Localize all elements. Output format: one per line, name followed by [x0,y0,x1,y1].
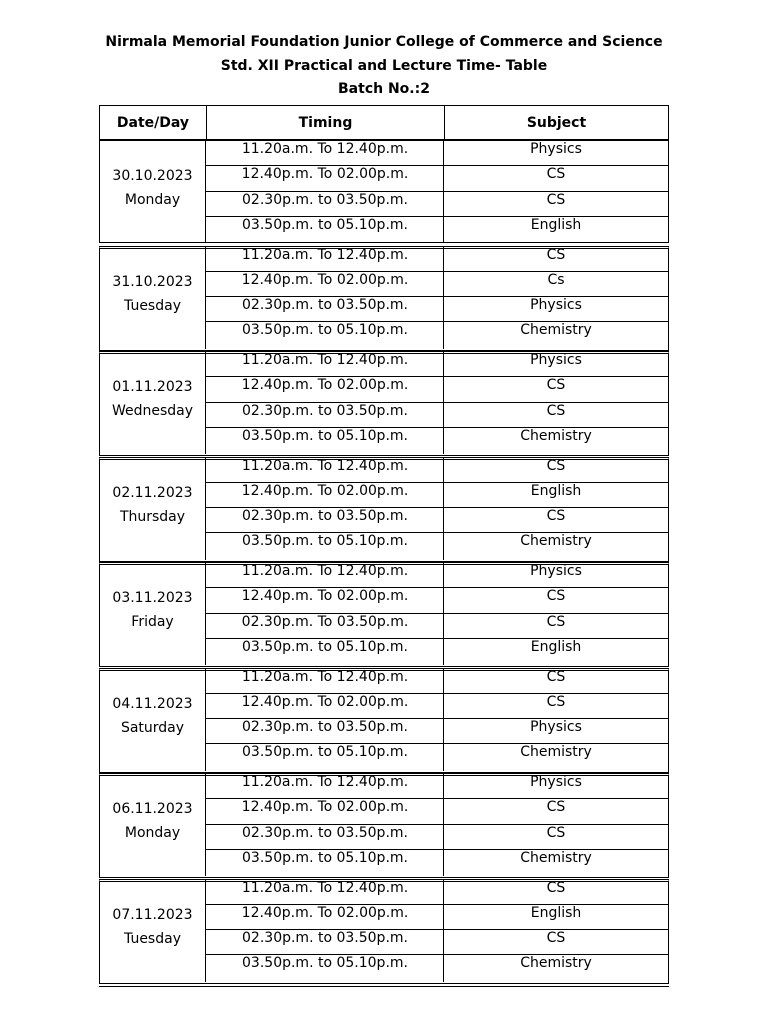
timing-cell: 12.40p.m. To 02.00p.m. [241,166,409,183]
subject-cell: CS [546,457,566,474]
date-day-cell [99,481,206,529]
table-row [206,904,669,929]
date-text: 01.11.2023 [112,379,193,395]
timing-cell: 11.20a.m. To 12.40p.m. [241,774,409,790]
subject-cell: CS [546,377,566,394]
subject-cell: English [530,216,582,233]
timing-cell: 12.40p.m. To 02.00p.m. [241,482,409,499]
timing-cell: 11.20a.m. To 12.40p.m. [241,352,409,368]
subject-cell: CS [546,166,566,183]
day-group [99,457,669,560]
subject-cell: Chemistry [520,322,592,339]
timing-cell: 11.20a.m. To 12.40p.m. [241,141,409,157]
date-day-cell [99,903,206,951]
date-text: 30.10.2023 [112,168,193,184]
timing-cell: 12.40p.m. To 02.00p.m. [241,693,409,710]
timing-cell: 12.40p.m. To 02.00p.m. [241,377,409,394]
subject-cell: CS [546,191,566,208]
table-row [206,216,669,241]
subject-cell: CS [546,930,566,947]
timing-cell: 02.30p.m. To 03.50p.m. [241,613,409,630]
subject-cell: CS [546,613,566,630]
timing-cell: 03.50p.m. to 05.10p.m. [242,744,408,761]
subject-cell: Physics [530,352,582,368]
day-text: Friday [131,614,174,630]
table-row [206,879,669,904]
day-text: Tuesday [124,297,181,314]
day-group [99,351,669,454]
table-row [206,296,669,321]
table-row [206,849,669,874]
subject-cell: CS [546,402,566,419]
subject-cell: CS [546,693,566,710]
table-row [206,376,669,401]
timing-cell: 12.40p.m. To 02.00p.m. [241,799,409,816]
table-row [206,271,669,296]
subject-cell: Physics [530,774,582,790]
table-row [206,824,669,849]
subject-cell: English [530,904,582,921]
timing-cell: 02.30p.m. to 03.50p.m. [242,191,408,208]
table-row [206,351,669,376]
timing-cell: 12.40p.m. To 02.00p.m. [241,904,409,921]
subject-cell: Physics [530,141,582,157]
date-day-cell [99,586,206,634]
timing-cell: 12.40p.m. To 02.00p.m. [241,271,409,288]
day-group [99,773,669,876]
subject-cell: CS [546,588,566,605]
institution-name: Nirmala Memorial Foundation Junior College of Commerce and Science [105,34,663,50]
table-row [206,165,669,190]
table-row [206,668,669,693]
table-row [206,613,669,638]
table-row [206,140,669,165]
table-row [206,321,669,346]
day-text: Monday [124,192,181,208]
table-row [206,693,669,718]
subject-cell: Physics [530,297,582,314]
date-text: 06.11.2023 [112,801,193,817]
subject-cell: Physics [530,719,582,736]
date-day-cell [99,692,206,740]
timing-cell: 11.20a.m. To 12.40p.m. [241,457,409,474]
table-header-row [99,105,669,140]
header-subject: Subject [526,115,587,131]
date-day-cell [99,375,206,423]
subject-cell: CS [546,824,566,841]
day-group [99,562,669,665]
date-text: 02.11.2023 [112,484,193,501]
day-text: Thursday [119,508,186,525]
subject-cell: Cs [547,271,565,288]
day-group [99,668,669,771]
timing-cell: 02.30p.m. to 03.50p.m. [242,824,408,841]
subject-cell: CS [546,668,566,685]
subject-cell: English [530,482,582,499]
subject-cell: Chemistry [520,849,592,866]
table-row [206,562,669,587]
timing-cell: 03.50p.m. to 05.10p.m. [242,533,408,550]
timetable-title: Std. XII Practical and Lecture Time- Table [220,58,548,74]
timing-cell: 02.30p.m. to 03.50p.m. [242,508,408,525]
timing-cell: 03.50p.m. to 05.10p.m. [242,216,408,233]
table-row [206,532,669,557]
subject-cell: Chemistry [520,955,592,972]
date-text: 07.11.2023 [112,906,193,923]
timing-cell: 11.20a.m. To 12.40p.m. [241,879,409,896]
subject-cell: Chemistry [520,427,592,444]
timing-cell: 11.20a.m. To 12.40p.m. [241,246,409,263]
timing-cell: 02.30p.m. to 03.50p.m. [242,930,408,947]
date-text: 03.11.2023 [112,590,193,606]
timing-cell: 02.30p.m. to 03.50p.m. [242,719,408,736]
table-row [206,638,669,663]
subject-cell: Chemistry [520,533,592,550]
day-text: Tuesday [124,930,181,947]
day-group [99,879,669,982]
batch-number: Batch No.:2 [338,81,430,97]
header-date-day: Date/Day [116,115,190,131]
date-day-cell [99,270,206,318]
subject-cell: CS [546,246,566,263]
subject-cell: CS [546,799,566,816]
table-row [206,246,669,271]
subject-cell: Chemistry [520,744,592,761]
day-text: Monday [124,825,181,841]
timing-cell: 12.40p.m. To 02.00p.m. [241,588,409,605]
timing-cell: 03.50p.m. to 05.10p.m. [242,322,408,339]
table-row [206,743,669,768]
date-text: 31.10.2023 [112,273,193,290]
subject-cell: Physics [530,563,582,579]
table-row [206,507,669,532]
timing-cell: 03.50p.m. to 05.10p.m. [242,638,408,655]
day-text: Wednesday [111,403,194,419]
table-row [206,929,669,954]
date-text: 04.11.2023 [112,695,193,712]
subject-cell: CS [546,508,566,525]
table-bottom-rule [99,986,669,987]
date-day-cell [99,164,206,212]
table-row [206,587,669,612]
timing-cell: 11.20a.m. To 12.40p.m. [241,563,409,579]
subject-cell: English [530,638,582,655]
table-row [206,954,669,979]
timing-cell: 03.50p.m. to 05.10p.m. [242,427,408,444]
table-row [206,482,669,507]
date-day-cell [99,797,206,845]
table-row [206,191,669,216]
table-row [206,457,669,482]
table-row [206,773,669,798]
day-text: Saturday [120,719,185,736]
table-row [206,402,669,427]
header-timing: Timing [298,115,353,131]
timing-cell: 02.30p.m. to 03.50p.m. [242,297,408,314]
table-row [206,798,669,823]
day-group [99,246,669,349]
timing-cell: 03.50p.m. to 05.10p.m. [242,849,408,866]
table-row [206,718,669,743]
subject-cell: CS [546,879,566,896]
timing-cell: 02.30p.m. to 03.50p.m. [242,402,408,419]
timing-cell: 03.50p.m. to 05.10p.m. [242,955,408,972]
table-row [206,427,669,452]
day-group [99,140,669,243]
timing-cell: 11.20a.m. To 12.40p.m. [241,668,409,685]
